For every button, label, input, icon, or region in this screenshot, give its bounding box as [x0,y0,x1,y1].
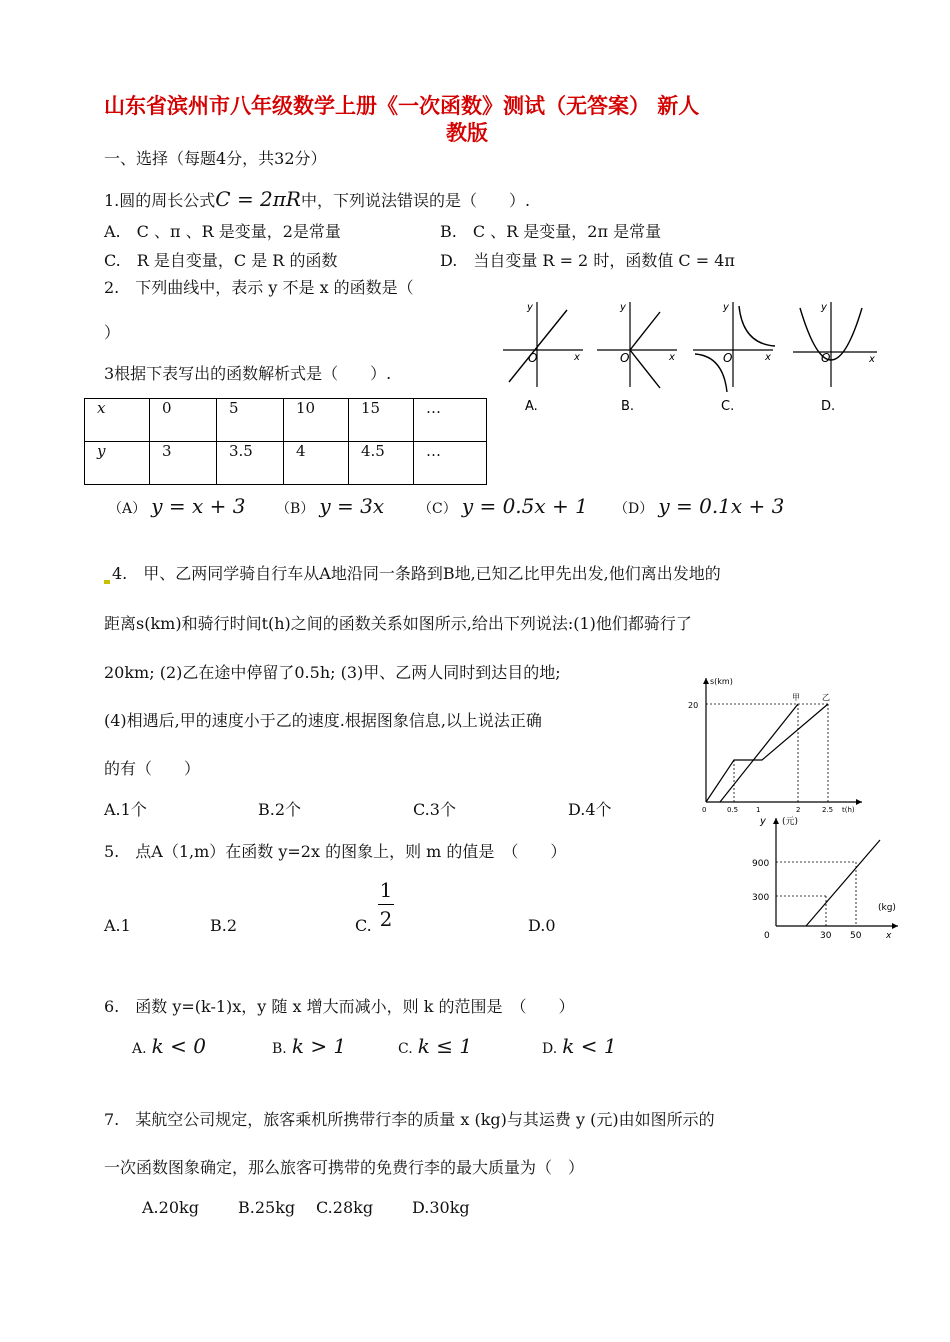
q4-graph-xlabel: t(h) [842,806,855,814]
q1-option-c: C. R 是自变量，C 是 R 的函数 [104,251,338,270]
q5-stem-text: 5. 点A（1,m）在函数 y=2x 的图象上，则 m 的值是 （ ） [104,842,567,861]
q6-option-a-expr: k < 0 [151,1034,206,1058]
q4-graph-mark-yi: 乙 [822,693,830,702]
table-row [85,399,487,442]
q2-label-b: B. [621,399,635,414]
q7-option-a: A.20kg [142,1198,199,1217]
q7-baggage-fee-graph [748,810,908,940]
section-heading: 一、选择（每题4分，共32分） [104,149,327,168]
svg-text:x: x [574,352,580,363]
q7-option-b: B.25kg [238,1198,296,1217]
q4-graph-origin: 0 [702,806,707,814]
q4-option-a: A.1个 [104,800,147,819]
q7-graph-y900: 900 [752,859,770,869]
svg-text:x: x [669,352,675,363]
q2-graph-b [597,302,677,388]
q5-fraction-numerator: 1 [379,878,393,902]
q1-option-b: B. C 、R 是变量，2π 是常量 [440,222,662,241]
svg-text:y: y [723,302,729,313]
q4-line3: 20km; (2)乙在途中停留了0.5h; (3)甲、乙两人同时到达目的地; [104,663,561,682]
q7-graph-xlabel: x [886,931,892,940]
q5-option-c: C. [355,916,372,935]
q1-pre: 1.圆的周长公式 [104,191,216,210]
q3-option-a-expr: y = x + 3 [151,494,246,518]
q6-option-b-label: B. [272,1041,287,1057]
q6-option-c-label: C. [398,1041,413,1057]
svg-text:y: y [620,302,626,313]
table-cell: 10 [284,399,349,442]
table-cell: x [85,399,150,442]
q6-stem: 6. 函数 y=(k-1)x，y 随 x 增大而减小，则 k 的范围是 （ ） [104,997,575,1016]
svg-text:O: O [723,351,733,365]
q6-option-d-expr: k < 1 [562,1034,617,1058]
svg-text:O: O [821,351,831,365]
svg-text:y: y [527,302,533,313]
table-cell: 3 [150,442,217,485]
q6-option-d-label: D. [542,1041,558,1057]
table-cell: 4.5 [349,442,414,485]
q2-label-a: A. [525,399,538,414]
q7-graph-unit-x: (kg) [878,903,896,913]
q4-graph-ylabel: s(km) [710,677,733,686]
q4-graph-xtick-2: 2 [796,806,801,814]
q4-graph-mark-jia: 甲 [792,693,800,702]
q2-close: ） [104,323,121,342]
q3-option-d [614,494,784,518]
q1-post: 中，下列说法错误的是（ ）. [300,191,531,210]
q5-fraction-denominator: 2 [379,907,393,931]
q1-stem [104,187,530,211]
q7-option-d: D.30kg [412,1198,470,1217]
table-cell: 3.5 [217,442,284,485]
q3-option-d-label: （D） [614,501,654,517]
q6-option-a [132,1034,206,1058]
q4-option-b: B.2个 [258,800,302,819]
svg-text:x: x [869,354,875,365]
q3-option-a-label: （A） [108,501,147,517]
q4-graph-xtick-25: 2.5 [822,806,834,814]
svg-text:y: y [821,302,827,313]
doc-title-line2: 教版 [446,121,488,145]
doc-title-line1: 山东省滨州市八年级数学上册《一次函数》测试（无答案） 新人 [104,94,700,118]
q4-graph-y20: 20 [688,701,699,710]
q4-distance-time-graph [680,668,870,818]
q7-graph-x30: 30 [820,931,832,940]
q6-option-b-expr: k > 1 [291,1034,347,1058]
q6-option-a-label: A. [132,1041,147,1057]
svg-text:x: x [765,352,771,363]
q3-option-b-expr: y = 3x [319,494,385,518]
q6-option-b [272,1034,346,1058]
q4-option-c: C.3个 [413,800,456,819]
q6-option-c-expr: k ≤ 1 [417,1034,473,1058]
q2-graph-a [503,302,583,387]
q3-stem: 3根据下表写出的函数解析式是（ ）. [104,364,392,383]
q5-option-a: A.1 [104,916,131,935]
q3-option-d-expr: y = 0.1x + 3 [658,494,785,518]
q4-line1 [104,561,721,584]
q5-fraction [378,878,394,931]
q4-graph-xtick-05: 0.5 [727,806,739,814]
svg-text:O: O [528,351,538,365]
q5-fraction-bar [378,904,394,905]
q2-stem: 2. 下列曲线中，表示 y 不是 x 的函数是（ [104,278,414,297]
q2-label-c: C. [721,399,735,414]
q4-line1-text: 4. 甲、乙两同学骑自行车从A地沿同一条路到B地,已知乙比甲先出发,他们离出发地的 [112,564,721,583]
q3-option-c-expr: y = 0.5x + 1 [461,494,588,518]
q5-option-b: B.2 [210,916,238,935]
q3-option-a [108,494,245,518]
table-cell: … [414,399,487,442]
q4-line4: (4)相遇后,甲的速度小于乙的速度.根据图象信息,以上说法正确 [104,711,542,730]
q7-line1: 7. 某航空公司规定，旅客乘机所携带行李的质量 x (kg)与其运费 y (元)由如图所示的 [104,1110,715,1129]
q7-graph-x50: 50 [850,931,862,940]
q7-graph-origin: 0 [764,931,770,940]
q5-stem [104,839,566,862]
q5-option-d: D.0 [528,916,556,935]
q4-graph-xtick-1: 1 [756,806,761,814]
table-row [85,442,487,485]
q4-option-d: D.4个 [568,800,612,819]
q4-line5: 的有（ ） [104,759,201,778]
table-cell: 0 [150,399,217,442]
q7-line2: 一次函数图象确定，那么旅客可携带的免费行李的最大质量为（ ） [104,1158,585,1177]
q7-graph-unit-y: (元) [782,817,799,827]
q2-label-d: D. [821,399,836,414]
q3-value-table [84,398,487,485]
table-cell: 5 [217,399,284,442]
q7-option-c: C.28kg [316,1198,374,1217]
q2-graph-c [693,302,775,392]
q3-option-b-label: （B） [276,501,315,517]
q7-graph-y300: 300 [752,893,770,903]
q3-option-c-label: （C） [418,501,457,517]
q3-option-b [276,494,384,518]
q1-formula: C = 2πR [215,187,301,211]
svg-text:O: O [620,351,630,365]
q1-option-d: D. 当自变量 R = 2 时，函数值 C = 4π [440,251,735,270]
q2-graph-d [793,302,877,387]
table-cell: y [85,442,150,485]
table-cell: 4 [284,442,349,485]
q6-option-c [398,1034,472,1058]
q3-option-c [418,494,588,518]
q1-option-a: A. C 、π 、R 是变量，2是常量 [104,222,341,241]
q2-curves-figure [495,292,885,422]
q6-option-d [542,1034,617,1058]
table-cell: … [414,442,487,485]
table-cell: 15 [349,399,414,442]
q4-line2: 距离s(km)和骑行时间t(h)之间的函数关系如图所示,给出下列说法:(1)他们都骑行了 [104,614,692,633]
q7-graph-ylabel: y [760,816,766,827]
